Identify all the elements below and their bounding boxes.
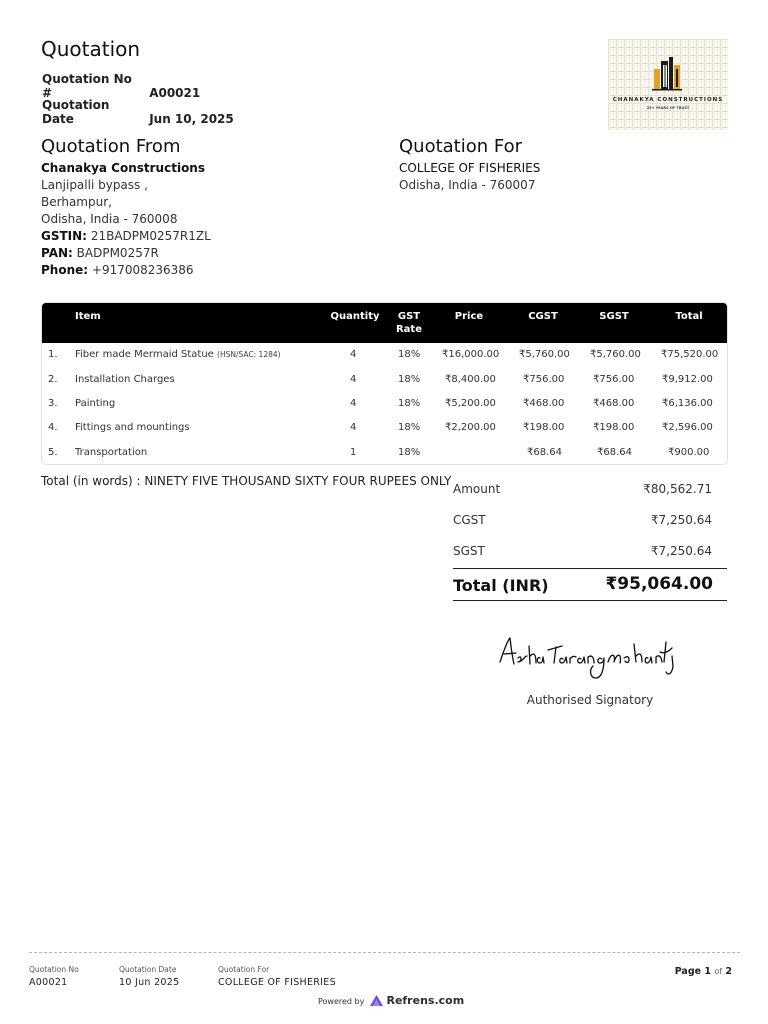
row-total: ₹900.00 [668,447,710,458]
footer-quotation-no-value: A00021 [29,977,68,988]
footer-quotation-no [29,965,79,988]
row-item: Fittings and mountings [75,422,190,433]
row-price: ₹2,200.00 [445,422,496,433]
row-cgst: ₹198.00 [523,422,565,433]
header-total: Total [675,311,703,322]
company-logo [608,39,728,130]
page-title: Quotation [41,37,141,61]
quotation-no-label: Quotation No # [42,72,132,100]
for-address: Odisha, India - 760007 [399,178,536,192]
table-header [42,303,727,343]
table-row [42,368,727,392]
row-gst-rate: 18% [398,349,421,360]
row-total: ₹2,596.00 [662,422,713,433]
quotation-date-value: Jun 10, 2025 [149,112,234,126]
row-sgst: ₹756.00 [593,374,635,385]
pan-value: BADPM0257R [76,246,159,260]
row-price: ₹8,400.00 [445,374,496,385]
row-item: Painting [75,398,116,409]
from-address-line3: Odisha, India - 760008 [41,212,178,226]
summary-sgst-label: SGST [453,544,485,558]
quotation-no-value: A00021 [149,86,201,100]
quotation-for-section [399,136,540,194]
phone-label: Phone: [41,263,89,277]
total-in-words: Total (in words) : NINETY FIVE THOUSAND SIXTY FOUR RUPEES ONLY [41,474,452,488]
pan-label: PAN: [41,246,73,260]
page-label: Page [674,966,702,977]
summary-amount-label: Amount [453,482,501,496]
row-number: 3. [48,398,58,409]
grand-total-label: Total (INR) [453,576,549,595]
for-client-name: COLLEGE OF FISHERIES [399,161,541,175]
row-item: Transportation [75,447,148,458]
row-total: ₹6,136.00 [662,398,713,409]
logo-company-name: CHANAKYA CONSTRUCTIONS [612,97,724,103]
gstin-value: 21BADPM0257R1ZL [90,229,211,243]
from-address-line1: Lanjipalli bypass , [41,178,148,192]
quotation-date-row [42,98,234,126]
row-sgst: ₹198.00 [593,422,635,433]
row-price: ₹16,000.00 [442,349,500,360]
header-cgst: CGST [528,311,558,322]
page-current: 1 [704,966,712,977]
row-cgst: ₹5,760.00 [519,349,570,360]
footer-quotation-date [119,965,179,988]
header-sgst: SGST [599,311,629,322]
row-gst-rate: 18% [398,398,421,409]
row-item-name: Fiber made Mermaid Statue [75,349,214,360]
table-row [42,392,727,416]
summary-cgst-value: ₹7,250.64 [650,513,712,527]
page-total: 2 [725,966,732,977]
powered-by-label: Powered by [318,997,365,1006]
summary-amount-row [453,482,727,496]
header-gst-rate-line2: Rate [395,324,422,335]
summary-amount-value: ₹80,562.71 [643,482,712,496]
table-row [42,416,727,440]
row-sgst: ₹5,760.00 [590,349,641,360]
header-item: Item [75,311,101,322]
row-item-hsn: (HSN/SAC: 1284) [217,350,281,359]
row-price: ₹5,200.00 [445,398,496,409]
footer-quotation-no-label: Quotation No [29,965,79,974]
footer-quotation-date-label: Quotation Date [119,965,177,974]
row-quantity: 4 [350,422,357,433]
footer-quotation-for-value: COLLEGE OF FISHERIES [218,977,336,988]
row-number: 5. [48,447,58,458]
header-gst-rate [389,310,429,336]
refrens-logo-icon [370,995,383,1006]
from-phone [41,262,211,279]
from-gstin [41,228,211,245]
quotation-from-section [41,136,211,279]
row-total: ₹75,520.00 [661,349,719,360]
gstin-label: GSTIN: [41,229,87,243]
quotation-no-row [42,72,200,100]
from-pan [41,245,211,262]
row-cgst: ₹756.00 [523,374,565,385]
items-table [41,302,728,465]
row-sgst: ₹468.00 [593,398,635,409]
page-of: of [714,967,723,976]
total-divider [586,569,590,600]
row-number: 4. [48,422,58,433]
row-total: ₹9,912.00 [662,374,713,385]
logo-tagline: 25+ YEARS OF TRUST [646,106,690,110]
row-gst-rate: 18% [398,447,421,458]
row-quantity: 4 [350,398,357,409]
summary-cgst-row [453,513,727,527]
header-quantity: Quantity [330,311,380,322]
authorised-signatory-label: Authorised Signatory [526,693,654,707]
building-icon [648,55,688,93]
row-number: 2. [48,374,58,385]
grand-total-value: ₹95,064.00 [605,574,713,594]
page-indicator [675,966,732,977]
row-quantity: 4 [350,349,357,360]
table-row [42,441,727,465]
grand-total-row [453,568,727,601]
quotation-from-heading: Quotation From [41,136,181,157]
signature-image [496,632,680,688]
footer-quotation-for [218,965,336,988]
row-quantity: 4 [350,374,357,385]
row-cgst: ₹468.00 [523,398,565,409]
summary-sgst-row [453,544,727,558]
row-cgst: ₹68.64 [527,447,562,458]
row-number: 1. [48,349,58,360]
powered-by[interactable] [318,994,464,1007]
row-gst-rate: 18% [398,422,421,433]
refrens-brand: Refrens.com [386,994,465,1007]
header-price: Price [454,311,484,322]
from-address-line2: Berhampur, [41,195,112,209]
row-item: Installation Charges [75,374,175,385]
phone-value: +917008236386 [91,263,194,277]
footer-quotation-date-value: 10 Jun 2025 [119,977,180,988]
quotation-date-label: Quotation Date [42,98,110,126]
summary-cgst-label: CGST [453,513,486,527]
row-gst-rate: 18% [398,374,421,385]
header-gst-rate-line1: GST [397,311,421,322]
summary-sgst-value: ₹7,250.64 [650,544,712,558]
row-item [75,349,281,360]
quotation-for-heading: Quotation For [399,136,523,157]
row-quantity: 1 [350,447,357,458]
from-company-name: Chanakya Constructions [41,161,205,175]
footer-divider [29,952,740,953]
row-sgst: ₹68.64 [597,447,632,458]
footer-quotation-for-label: Quotation For [218,965,270,974]
table-row [42,343,727,367]
